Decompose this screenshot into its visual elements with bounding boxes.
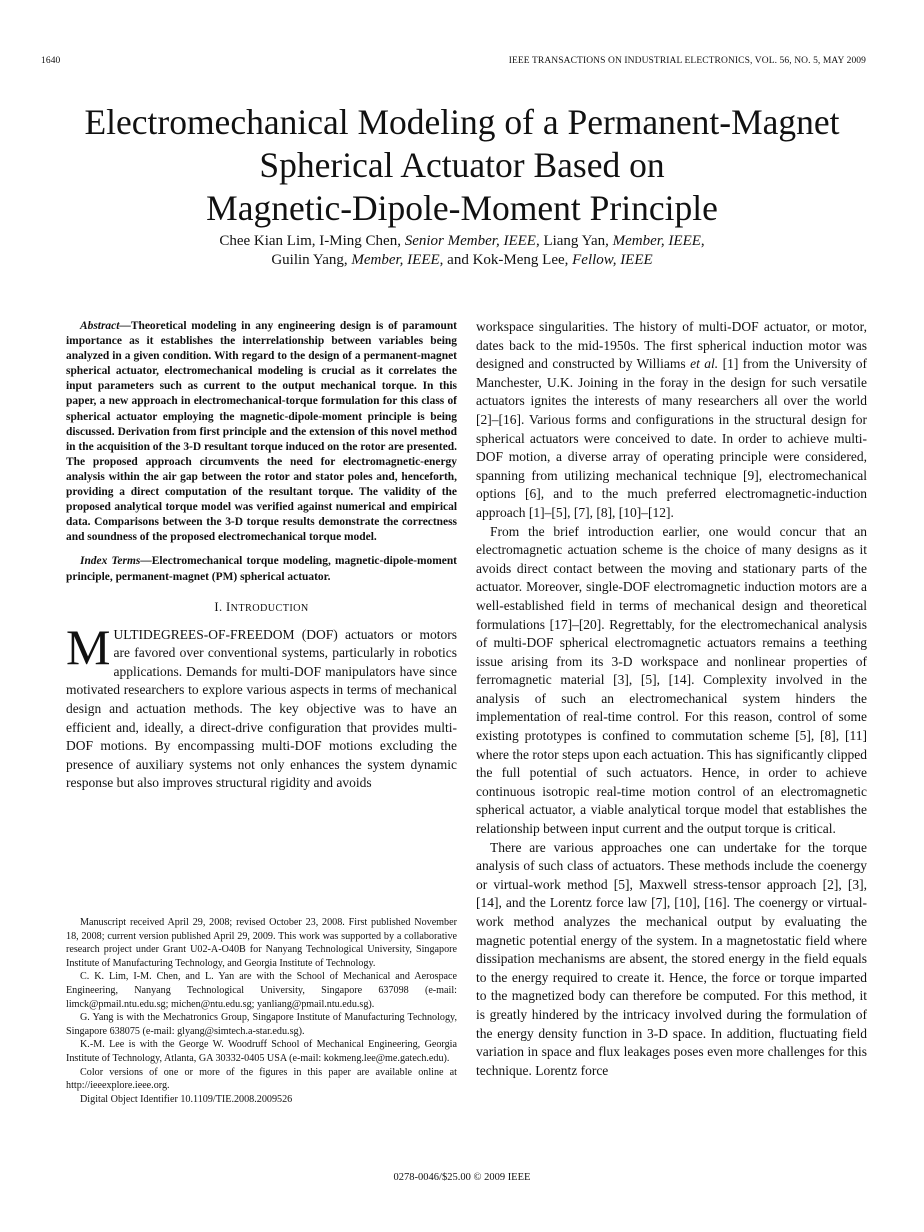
author-line-1 [40, 232, 884, 251]
paragraph-text: [1] from the University of Manchester, U.K. Joining in the foray in the design for such versatile actuators ignites the interests of many researchers all over the world [2]–[16]. Various forms and configurations in the structural design for spherical actuators were conceived to date. In order to achieve multi-DOF motion, a diverse array of operating principle were considered, spanning from utilizing mechanical technique [9], electromechanical options [6], and to the much preferred electromagnetic-induction approach [1]–[5], [7], [8], [10]–[12]. [476, 356, 868, 520]
abstract-text: —Theoretical modeling in any engineering design is of paramount importance as it establishes the interrelationship between variables being analyzed in a given condition. With regard to the design of a permanent-magnet spherical actuator, electromechanical modeling is crucial as it correlates the input parameters such as current to the output mechanical torque. In this paper, a new approach in electromechanical-torque formulation for this class of spherical actuator employing the magnetic-dipole-moment principle is being discussed. Derivation from first principle and the extension of this novel method in the acquisition of the 3-D resultant torque induced on the rotor are presented. The proposed approach circumvents the need for electromagnetic-energy analysis within the air gap between the rotor and stator poles and, henceforth, providing a direct computation of the resultant torque. The validity of the proposed analytical torque model was verified against numerical and empirical data. Comparisons between the 3-D torque results demonstrate the correctness and soundness of the proposed electromechanical torque model. [66, 320, 457, 544]
running-head [41, 56, 866, 70]
intro-paragraph-2: From the brief introduction earlier, one would concur that an electromagnetic actuation scheme is the choice of many designs as it avoids direct contact between the moving and stationary parts of the actuator. Moreover, single-DOF electromagnetic induction motors are a well-established field in terms of mechanical design and theoretical formulations [17]–[20]. Regrettably, for the electromechanical analysis of multi-DOF spherical electromagnetic actuators remains a teething issue arising from its 3-D workspace and nonlinear properties of ferromagnetic material [3], [5], [14]. Complexity involved in the analysis of such an electromechanical system hinders the implementation of real-time control. For this reason, control of some existing prototypes is confined to commutation scheme [5], [8], [11] where the rotor steps upon each actuation. This has significantly clipped the full potential of such actuators. Hence, in order to achieve continuous isotropic real-time motion control of an electromagnetic spherical actuator, a viable analytical torque model that establishes the relationship between input current and the output torque is critical. [476, 523, 867, 837]
paper-title [40, 101, 884, 230]
paragraph-text: ULTIDEGREES-OF-FREEDOM (DOF) actuators or motors are favored over conventional systems, particularly in robotics applications. Demands for multi-DOF manipulators have since motivated researchers to explore various aspects in terms of mechanical design and actuation methods. The key objective was to have an efficient and, ideally, a direct-drive configuration that provides multi-DOF motions. By encompassing multi-DOF motions excluding the presence of auxiliary systems not only enhances the system dynamic response but also improves structural rigidity and avoids [66, 626, 457, 791]
section-heading [66, 600, 457, 615]
intro-paragraph-3: There are various approaches one can undertake for the torque analysis of such class of actuators. These methods include the coenergy or virtual-work method [5], Maxwell stress-tensor approach [2], [3], [14], and the Lorentz force law [7], [10], [16]. The coenergy or virtual-work method analyzes the mechanical output by evaluating the magnetic potential energy of the system. In a magnetostatic field where dissipation mechanisms are absent, the stored energy in the field equals to the energy required to create it. Hence, the force or torque imparted to the magnetized body can therefore be computed. For this method, it is greatly hindered by the intricacy involved during the formulation of the energy density function in 3-D space. In addition, fluctuating field variation in space and flux leakages poses even more challenges for this technique. Lorentz force [476, 839, 867, 1078]
author-names: , and Kok-Meng Lee, [439, 252, 573, 268]
copyright-line: 0278-0046/$25.00 © 2009 IEEE [393, 1172, 531, 1183]
footnote: C. K. Lim, I-M. Chen, and L. Yan are with the School of Mechanical and Aerospace Engineering, Nanyang Technological University, Singapore 637098 (e-mail: limck@pmail.ntu.edu.sg; michen@ntu.edu.sg; yanliang@pmail.ntu.edu.sg). [66, 971, 457, 1010]
footnotes [66, 916, 457, 1106]
footnote: Digital Object Identifier 10.1109/TIE.2008.2009526 [80, 1093, 293, 1105]
footnote: G. Yang is with the Mechatronics Group, Singapore Institute of Manufacturing Technology, Singapore 638075 (e-mail: glyang@simtech.a-star.edu.sg). [66, 1012, 457, 1037]
intro-paragraph-1 [66, 618, 457, 793]
intro-paragraph-1-continued [476, 318, 867, 523]
title-line: Spherical Actuator Based on [259, 145, 665, 185]
author-list [40, 232, 884, 270]
page-number: 1640 [41, 56, 61, 66]
section-title-rest: NTRODUCTION [230, 602, 309, 614]
footnote: K.-M. Lee is with the George W. Woodruff School of Mechanical Engineering, Georgia Institute of Technology, Atlanta, GA 30332-0405 USA (e-mail: kokmeng.lee@me.gatech.edu). [66, 1039, 457, 1064]
index-terms-lead: Index Terms [80, 555, 141, 568]
author-grade: Fellow, IEEE [572, 252, 653, 268]
paragraph-text: workspace singularities. The history of multi-DOF actuator, or motor, dates back to the mid-1950s. The first spherical induction motor was designed and constructed by Williams [476, 319, 867, 372]
author-grade: Senior Member, IEEE [404, 233, 536, 249]
section-title-initial: I [226, 599, 231, 614]
author-grade: Member, IEEE [612, 233, 701, 249]
author-line-2 [40, 251, 884, 270]
index-terms [66, 554, 457, 584]
footnote: Manuscript received April 29, 2008; revised October 23, 2008. First published November 18, 2008; current version published April 29, 2009. This work was supported by a collaborative research project under Grant U02-A-O40B for Nanyang Technological University, Singapore Institute of Manufacturing Technology, and Georgia Institute of Technology. [66, 917, 457, 969]
title-line: Electromechanical Modeling of a Permanent-Magnet [84, 102, 840, 142]
drop-cap: M [66, 618, 111, 675]
et-al: et al. [690, 356, 719, 372]
author-names: , [700, 233, 705, 249]
right-column [476, 318, 867, 1080]
abstract-lead: Abstract [80, 320, 120, 332]
journal-header: IEEE TRANSACTIONS ON INDUSTRIAL ELECTRONICS, VOL. 56, NO. 5, MAY 2009 [508, 56, 866, 66]
title-line: Magnetic-Dipole-Moment Principle [206, 188, 718, 228]
abstract [66, 319, 457, 545]
footnote: Color versions of one or more of the figures in this paper are available online at http://ieeexplore.ieee.org. [66, 1066, 457, 1092]
author-grade: Member, IEEE [351, 252, 440, 268]
author-names: Guilin Yang, [271, 252, 352, 268]
left-column [66, 319, 457, 793]
author-names: , Liang Yan, [535, 233, 613, 249]
section-numeral: I. [214, 599, 227, 614]
author-names: Chee Kian Lim, I-Ming Chen, [219, 233, 405, 249]
index-terms-text: —Electromechanical torque modeling, magnetic-dipole-moment principle, permanent-magnet (PM) spherical actuator. [66, 555, 457, 583]
